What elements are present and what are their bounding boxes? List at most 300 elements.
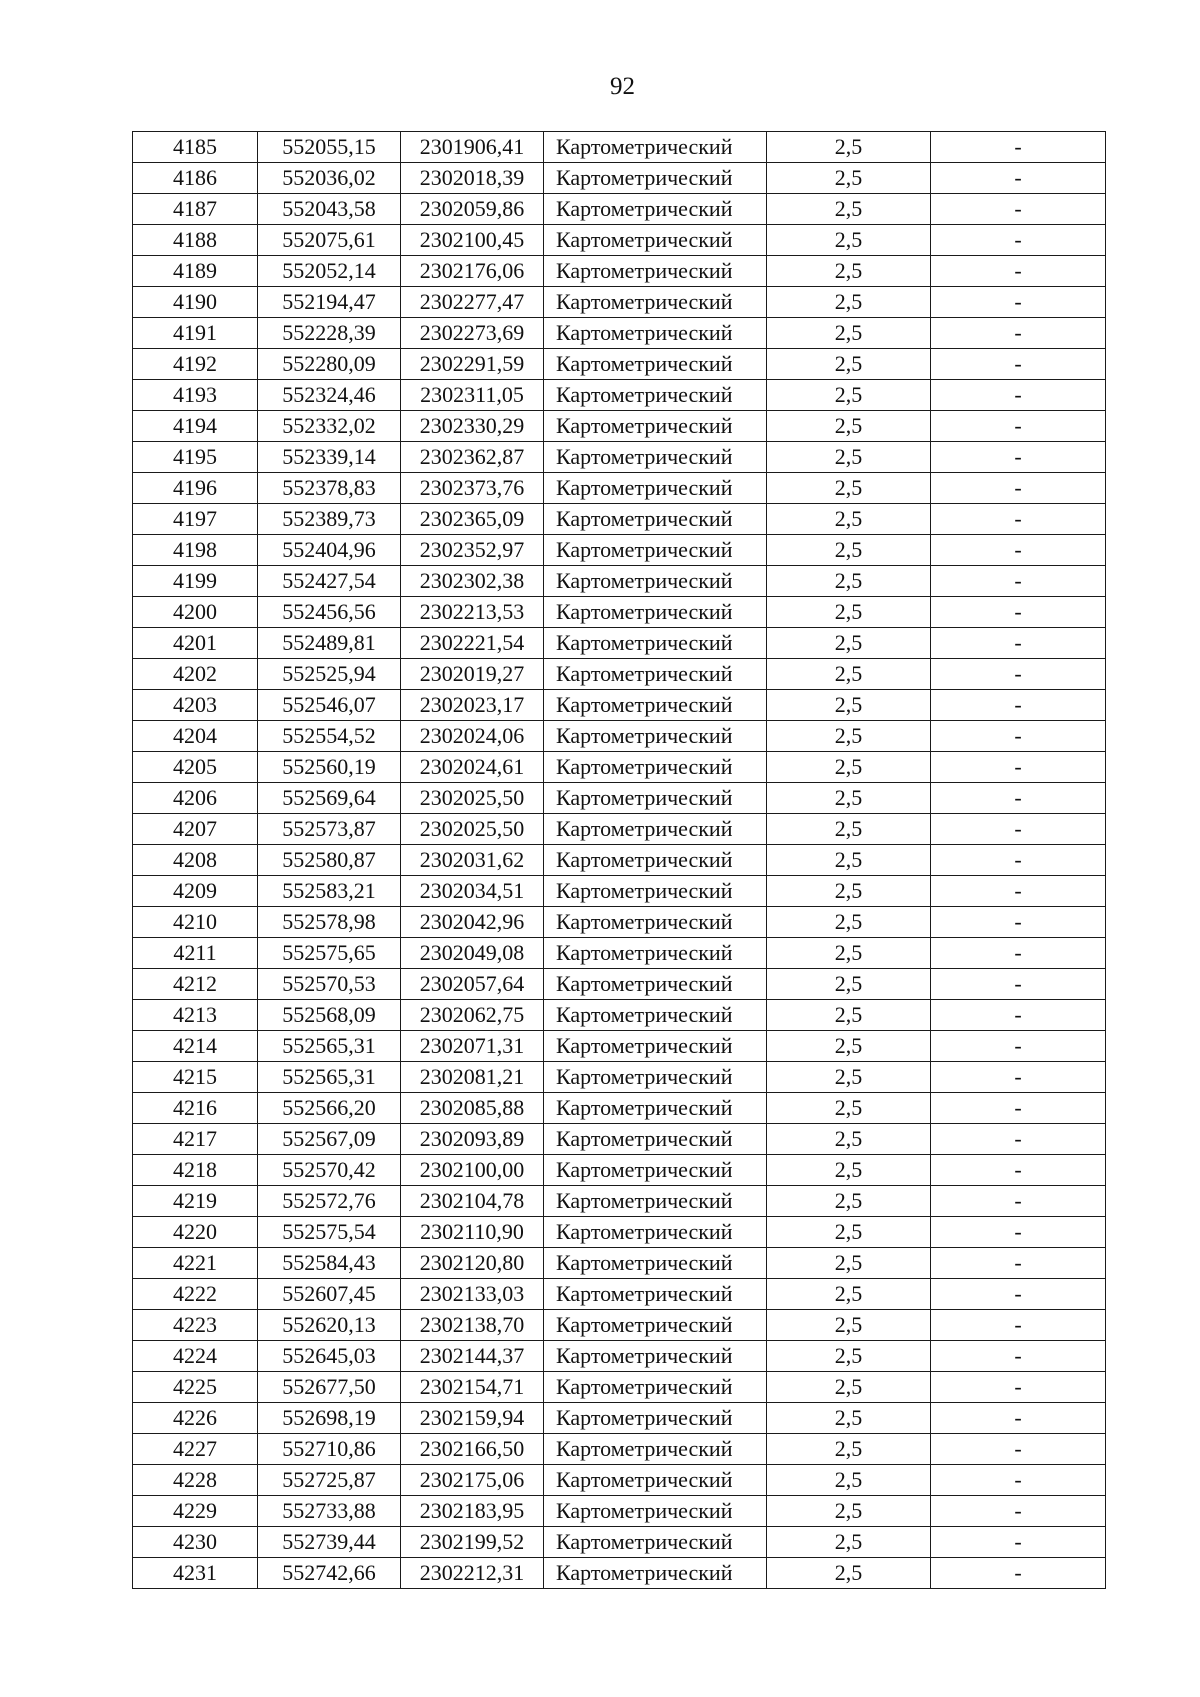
x-coordinate-cell: 552427,54 [258, 566, 401, 597]
x-coordinate-cell: 552710,86 [258, 1434, 401, 1465]
y-coordinate-cell: 2302059,86 [401, 194, 544, 225]
note-cell: - [931, 163, 1106, 194]
method-cell: Картометрический [544, 504, 767, 535]
method-cell: Картометрический [544, 411, 767, 442]
table-row [133, 1279, 1106, 1310]
y-coordinate-cell: 2302373,76 [401, 473, 544, 504]
point-number-cell: 4228 [133, 1465, 258, 1496]
x-coordinate-cell: 552572,76 [258, 1186, 401, 1217]
point-number-cell: 4230 [133, 1527, 258, 1558]
y-coordinate-cell: 2302085,88 [401, 1093, 544, 1124]
x-coordinate-cell: 552036,02 [258, 163, 401, 194]
method-cell: Картометрический [544, 814, 767, 845]
x-coordinate-cell: 552620,13 [258, 1310, 401, 1341]
accuracy-cell: 2,5 [767, 690, 931, 721]
table-row [133, 535, 1106, 566]
accuracy-cell: 2,5 [767, 163, 931, 194]
method-cell: Картометрический [544, 1465, 767, 1496]
accuracy-cell: 2,5 [767, 225, 931, 256]
accuracy-cell: 2,5 [767, 287, 931, 318]
table-row [133, 907, 1106, 938]
method-cell: Картометрический [544, 969, 767, 1000]
y-coordinate-cell: 2302176,06 [401, 256, 544, 287]
y-coordinate-cell: 2302018,39 [401, 163, 544, 194]
note-cell: - [931, 194, 1106, 225]
point-number-cell: 4219 [133, 1186, 258, 1217]
method-cell: Картометрический [544, 1217, 767, 1248]
accuracy-cell: 2,5 [767, 504, 931, 535]
x-coordinate-cell: 552280,09 [258, 349, 401, 380]
table-row [133, 287, 1106, 318]
note-cell: - [931, 1496, 1106, 1527]
y-coordinate-cell: 2302049,08 [401, 938, 544, 969]
note-cell: - [931, 1093, 1106, 1124]
x-coordinate-cell: 552389,73 [258, 504, 401, 535]
accuracy-cell: 2,5 [767, 1310, 931, 1341]
point-number-cell: 4212 [133, 969, 258, 1000]
x-coordinate-cell: 552324,46 [258, 380, 401, 411]
accuracy-cell: 2,5 [767, 845, 931, 876]
y-coordinate-cell: 2302183,95 [401, 1496, 544, 1527]
note-cell: - [931, 783, 1106, 814]
method-cell: Картометрический [544, 225, 767, 256]
note-cell: - [931, 442, 1106, 473]
method-cell: Картометрический [544, 163, 767, 194]
method-cell: Картометрический [544, 1000, 767, 1031]
x-coordinate-cell: 552052,14 [258, 256, 401, 287]
x-coordinate-cell: 552554,52 [258, 721, 401, 752]
point-number-cell: 4192 [133, 349, 258, 380]
x-coordinate-cell: 552404,96 [258, 535, 401, 566]
point-number-cell: 4185 [133, 132, 258, 163]
x-coordinate-cell: 552580,87 [258, 845, 401, 876]
point-number-cell: 4201 [133, 628, 258, 659]
method-cell: Картометрический [544, 194, 767, 225]
point-number-cell: 4222 [133, 1279, 258, 1310]
note-cell: - [931, 907, 1106, 938]
point-number-cell: 4214 [133, 1031, 258, 1062]
method-cell: Картометрический [544, 1558, 767, 1589]
accuracy-cell: 2,5 [767, 814, 931, 845]
x-coordinate-cell: 552075,61 [258, 225, 401, 256]
method-cell: Картометрический [544, 132, 767, 163]
y-coordinate-cell: 2302352,97 [401, 535, 544, 566]
y-coordinate-cell: 2302277,47 [401, 287, 544, 318]
y-coordinate-cell: 2302365,09 [401, 504, 544, 535]
method-cell: Картометрический [544, 1062, 767, 1093]
accuracy-cell: 2,5 [767, 1279, 931, 1310]
note-cell: - [931, 1031, 1106, 1062]
accuracy-cell: 2,5 [767, 1496, 931, 1527]
x-coordinate-cell: 552645,03 [258, 1341, 401, 1372]
point-number-cell: 4194 [133, 411, 258, 442]
method-cell: Картометрический [544, 721, 767, 752]
method-cell: Картометрический [544, 349, 767, 380]
point-number-cell: 4196 [133, 473, 258, 504]
note-cell: - [931, 1372, 1106, 1403]
table-row [133, 1310, 1106, 1341]
table-row [133, 690, 1106, 721]
x-coordinate-cell: 552194,47 [258, 287, 401, 318]
y-coordinate-cell: 2302104,78 [401, 1186, 544, 1217]
point-number-cell: 4231 [133, 1558, 258, 1589]
x-coordinate-cell: 552698,19 [258, 1403, 401, 1434]
table-row [133, 1000, 1106, 1031]
point-number-cell: 4224 [133, 1341, 258, 1372]
accuracy-cell: 2,5 [767, 256, 931, 287]
x-coordinate-cell: 552575,54 [258, 1217, 401, 1248]
method-cell: Картометрический [544, 535, 767, 566]
note-cell: - [931, 225, 1106, 256]
x-coordinate-cell: 552456,56 [258, 597, 401, 628]
table-row [133, 783, 1106, 814]
y-coordinate-cell: 2302311,05 [401, 380, 544, 411]
table-row [133, 721, 1106, 752]
y-coordinate-cell: 2302273,69 [401, 318, 544, 349]
table-row [133, 349, 1106, 380]
point-number-cell: 4229 [133, 1496, 258, 1527]
table-row [133, 504, 1106, 535]
y-coordinate-cell: 2302110,90 [401, 1217, 544, 1248]
note-cell: - [931, 287, 1106, 318]
y-coordinate-cell: 2302042,96 [401, 907, 544, 938]
y-coordinate-cell: 2302144,37 [401, 1341, 544, 1372]
note-cell: - [931, 411, 1106, 442]
table-row [133, 659, 1106, 690]
x-coordinate-cell: 552677,50 [258, 1372, 401, 1403]
accuracy-cell: 2,5 [767, 659, 931, 690]
method-cell: Картометрический [544, 287, 767, 318]
method-cell: Картометрический [544, 907, 767, 938]
note-cell: - [931, 1527, 1106, 1558]
note-cell: - [931, 1186, 1106, 1217]
table-row [133, 380, 1106, 411]
note-cell: - [931, 876, 1106, 907]
table-row [133, 163, 1106, 194]
table-row [133, 442, 1106, 473]
x-coordinate-cell: 552607,45 [258, 1279, 401, 1310]
table-row [133, 814, 1106, 845]
table-row [133, 1124, 1106, 1155]
note-cell: - [931, 845, 1106, 876]
point-number-cell: 4217 [133, 1124, 258, 1155]
y-coordinate-cell: 2302166,50 [401, 1434, 544, 1465]
y-coordinate-cell: 2302025,50 [401, 783, 544, 814]
table-row [133, 225, 1106, 256]
coordinates-table-body [133, 132, 1106, 1589]
accuracy-cell: 2,5 [767, 1124, 931, 1155]
table-row [133, 1062, 1106, 1093]
note-cell: - [931, 1062, 1106, 1093]
table-row [133, 318, 1106, 349]
y-coordinate-cell: 2302362,87 [401, 442, 544, 473]
table-row [133, 1186, 1106, 1217]
y-coordinate-cell: 2302302,38 [401, 566, 544, 597]
method-cell: Картометрический [544, 318, 767, 349]
x-coordinate-cell: 552560,19 [258, 752, 401, 783]
method-cell: Картометрический [544, 783, 767, 814]
x-coordinate-cell: 552569,64 [258, 783, 401, 814]
accuracy-cell: 2,5 [767, 318, 931, 349]
method-cell: Картометрический [544, 1124, 767, 1155]
table-row [133, 1248, 1106, 1279]
y-coordinate-cell: 2302175,06 [401, 1465, 544, 1496]
method-cell: Картометрический [544, 380, 767, 411]
accuracy-cell: 2,5 [767, 721, 931, 752]
accuracy-cell: 2,5 [767, 442, 931, 473]
x-coordinate-cell: 552378,83 [258, 473, 401, 504]
table-row [133, 1558, 1106, 1589]
table-row [133, 597, 1106, 628]
y-coordinate-cell: 2302330,29 [401, 411, 544, 442]
accuracy-cell: 2,5 [767, 938, 931, 969]
y-coordinate-cell: 2302154,71 [401, 1372, 544, 1403]
coordinates-table [132, 131, 1106, 1589]
y-coordinate-cell: 2302221,54 [401, 628, 544, 659]
point-number-cell: 4202 [133, 659, 258, 690]
x-coordinate-cell: 552584,43 [258, 1248, 401, 1279]
x-coordinate-cell: 552575,65 [258, 938, 401, 969]
x-coordinate-cell: 552489,81 [258, 628, 401, 659]
note-cell: - [931, 721, 1106, 752]
point-number-cell: 4200 [133, 597, 258, 628]
note-cell: - [931, 1558, 1106, 1589]
x-coordinate-cell: 552228,39 [258, 318, 401, 349]
note-cell: - [931, 1310, 1106, 1341]
note-cell: - [931, 1124, 1106, 1155]
note-cell: - [931, 380, 1106, 411]
accuracy-cell: 2,5 [767, 1248, 931, 1279]
y-coordinate-cell: 2302031,62 [401, 845, 544, 876]
point-number-cell: 4195 [133, 442, 258, 473]
accuracy-cell: 2,5 [767, 1000, 931, 1031]
table-row [133, 1341, 1106, 1372]
note-cell: - [931, 1465, 1106, 1496]
y-coordinate-cell: 2302100,00 [401, 1155, 544, 1186]
table-row [133, 194, 1106, 225]
method-cell: Картометрический [544, 752, 767, 783]
table-row [133, 845, 1106, 876]
method-cell: Картометрический [544, 442, 767, 473]
y-coordinate-cell: 2302159,94 [401, 1403, 544, 1434]
table-row [133, 1217, 1106, 1248]
y-coordinate-cell: 2302024,06 [401, 721, 544, 752]
accuracy-cell: 2,5 [767, 597, 931, 628]
y-coordinate-cell: 2302291,59 [401, 349, 544, 380]
method-cell: Картометрический [544, 690, 767, 721]
accuracy-cell: 2,5 [767, 907, 931, 938]
point-number-cell: 4213 [133, 1000, 258, 1031]
point-number-cell: 4220 [133, 1217, 258, 1248]
table-row [133, 411, 1106, 442]
y-coordinate-cell: 2302213,53 [401, 597, 544, 628]
accuracy-cell: 2,5 [767, 1155, 931, 1186]
method-cell: Картометрический [544, 628, 767, 659]
accuracy-cell: 2,5 [767, 194, 931, 225]
table-row [133, 132, 1106, 163]
point-number-cell: 4209 [133, 876, 258, 907]
y-coordinate-cell: 2302057,64 [401, 969, 544, 1000]
point-number-cell: 4216 [133, 1093, 258, 1124]
method-cell: Картометрический [544, 1248, 767, 1279]
x-coordinate-cell: 552055,15 [258, 132, 401, 163]
y-coordinate-cell: 2301906,41 [401, 132, 544, 163]
note-cell: - [931, 969, 1106, 1000]
note-cell: - [931, 628, 1106, 659]
note-cell: - [931, 535, 1106, 566]
table-row [133, 256, 1106, 287]
y-coordinate-cell: 2302120,80 [401, 1248, 544, 1279]
point-number-cell: 4210 [133, 907, 258, 938]
point-number-cell: 4206 [133, 783, 258, 814]
method-cell: Картометрический [544, 1403, 767, 1434]
accuracy-cell: 2,5 [767, 628, 931, 659]
table-row [133, 752, 1106, 783]
accuracy-cell: 2,5 [767, 1093, 931, 1124]
y-coordinate-cell: 2302093,89 [401, 1124, 544, 1155]
table-row [133, 473, 1106, 504]
y-coordinate-cell: 2302062,75 [401, 1000, 544, 1031]
method-cell: Картометрический [544, 876, 767, 907]
point-number-cell: 4226 [133, 1403, 258, 1434]
note-cell: - [931, 1341, 1106, 1372]
accuracy-cell: 2,5 [767, 1217, 931, 1248]
note-cell: - [931, 1155, 1106, 1186]
point-number-cell: 4207 [133, 814, 258, 845]
x-coordinate-cell: 552525,94 [258, 659, 401, 690]
point-number-cell: 4215 [133, 1062, 258, 1093]
table-row [133, 1465, 1106, 1496]
x-coordinate-cell: 552583,21 [258, 876, 401, 907]
accuracy-cell: 2,5 [767, 1341, 931, 1372]
point-number-cell: 4203 [133, 690, 258, 721]
note-cell: - [931, 256, 1106, 287]
note-cell: - [931, 938, 1106, 969]
method-cell: Картометрический [544, 473, 767, 504]
x-coordinate-cell: 552742,66 [258, 1558, 401, 1589]
note-cell: - [931, 566, 1106, 597]
x-coordinate-cell: 552570,42 [258, 1155, 401, 1186]
point-number-cell: 4204 [133, 721, 258, 752]
x-coordinate-cell: 552578,98 [258, 907, 401, 938]
x-coordinate-cell: 552565,31 [258, 1031, 401, 1062]
y-coordinate-cell: 2302071,31 [401, 1031, 544, 1062]
accuracy-cell: 2,5 [767, 349, 931, 380]
y-coordinate-cell: 2302081,21 [401, 1062, 544, 1093]
method-cell: Картометрический [544, 1341, 767, 1372]
y-coordinate-cell: 2302212,31 [401, 1558, 544, 1589]
y-coordinate-cell: 2302024,61 [401, 752, 544, 783]
note-cell: - [931, 349, 1106, 380]
table-row [133, 1155, 1106, 1186]
y-coordinate-cell: 2302133,03 [401, 1279, 544, 1310]
method-cell: Картометрический [544, 1496, 767, 1527]
point-number-cell: 4218 [133, 1155, 258, 1186]
accuracy-cell: 2,5 [767, 1372, 931, 1403]
table-row [133, 969, 1106, 1000]
x-coordinate-cell: 552568,09 [258, 1000, 401, 1031]
accuracy-cell: 2,5 [767, 1186, 931, 1217]
method-cell: Картометрический [544, 1186, 767, 1217]
point-number-cell: 4186 [133, 163, 258, 194]
x-coordinate-cell: 552043,58 [258, 194, 401, 225]
x-coordinate-cell: 552339,14 [258, 442, 401, 473]
accuracy-cell: 2,5 [767, 535, 931, 566]
point-number-cell: 4205 [133, 752, 258, 783]
note-cell: - [931, 473, 1106, 504]
point-number-cell: 4193 [133, 380, 258, 411]
accuracy-cell: 2,5 [767, 1434, 931, 1465]
accuracy-cell: 2,5 [767, 1527, 931, 1558]
note-cell: - [931, 659, 1106, 690]
accuracy-cell: 2,5 [767, 969, 931, 1000]
x-coordinate-cell: 552739,44 [258, 1527, 401, 1558]
accuracy-cell: 2,5 [767, 1031, 931, 1062]
note-cell: - [931, 752, 1106, 783]
y-coordinate-cell: 2302023,17 [401, 690, 544, 721]
method-cell: Картометрический [544, 938, 767, 969]
accuracy-cell: 2,5 [767, 783, 931, 814]
note-cell: - [931, 814, 1106, 845]
x-coordinate-cell: 552725,87 [258, 1465, 401, 1496]
x-coordinate-cell: 552567,09 [258, 1124, 401, 1155]
method-cell: Картометрический [544, 1527, 767, 1558]
table-row [133, 1496, 1106, 1527]
x-coordinate-cell: 552566,20 [258, 1093, 401, 1124]
method-cell: Картометрический [544, 1372, 767, 1403]
point-number-cell: 4221 [133, 1248, 258, 1279]
x-coordinate-cell: 552565,31 [258, 1062, 401, 1093]
note-cell: - [931, 504, 1106, 535]
point-number-cell: 4198 [133, 535, 258, 566]
table-row [133, 628, 1106, 659]
method-cell: Картометрический [544, 845, 767, 876]
accuracy-cell: 2,5 [767, 473, 931, 504]
note-cell: - [931, 132, 1106, 163]
point-number-cell: 4223 [133, 1310, 258, 1341]
point-number-cell: 4189 [133, 256, 258, 287]
y-coordinate-cell: 2302034,51 [401, 876, 544, 907]
accuracy-cell: 2,5 [767, 380, 931, 411]
note-cell: - [931, 597, 1106, 628]
x-coordinate-cell: 552546,07 [258, 690, 401, 721]
point-number-cell: 4208 [133, 845, 258, 876]
point-number-cell: 4225 [133, 1372, 258, 1403]
point-number-cell: 4197 [133, 504, 258, 535]
method-cell: Картометрический [544, 1279, 767, 1310]
note-cell: - [931, 1000, 1106, 1031]
table-row [133, 1031, 1106, 1062]
note-cell: - [931, 1217, 1106, 1248]
table-row [133, 938, 1106, 969]
table-row [133, 876, 1106, 907]
accuracy-cell: 2,5 [767, 1062, 931, 1093]
method-cell: Картометрический [544, 1155, 767, 1186]
y-coordinate-cell: 2302019,27 [401, 659, 544, 690]
method-cell: Картометрический [544, 1093, 767, 1124]
accuracy-cell: 2,5 [767, 411, 931, 442]
note-cell: - [931, 1279, 1106, 1310]
point-number-cell: 4190 [133, 287, 258, 318]
method-cell: Картометрический [544, 256, 767, 287]
method-cell: Картометрический [544, 659, 767, 690]
method-cell: Картометрический [544, 566, 767, 597]
y-coordinate-cell: 2302025,50 [401, 814, 544, 845]
table-row [133, 1434, 1106, 1465]
note-cell: - [931, 1434, 1106, 1465]
accuracy-cell: 2,5 [767, 752, 931, 783]
accuracy-cell: 2,5 [767, 132, 931, 163]
